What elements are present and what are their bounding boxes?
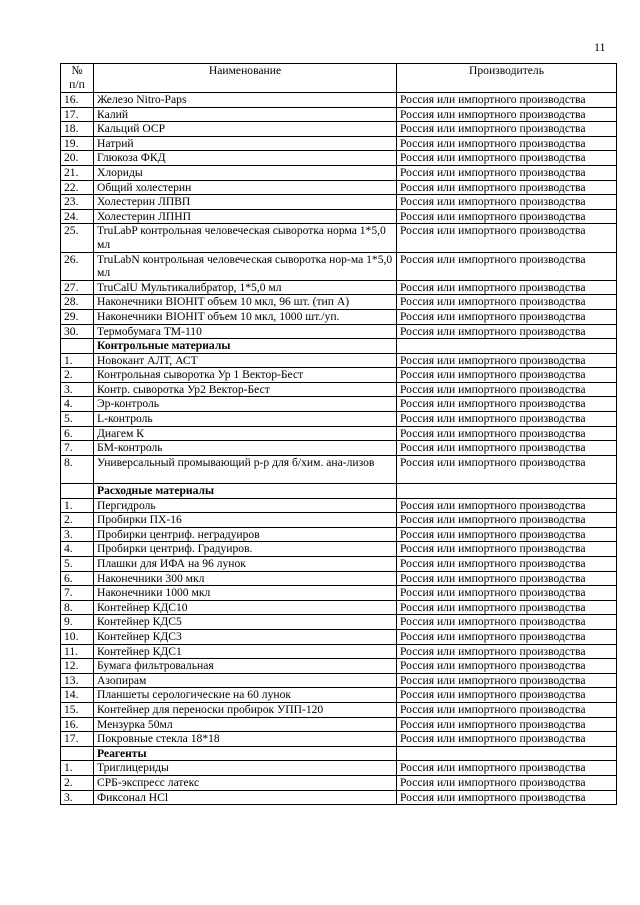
item-name-cell: Калий — [94, 107, 397, 122]
row-number-cell: 24. — [61, 209, 94, 224]
manufacturer-cell: Россия или импортного производства — [397, 542, 617, 557]
row-number-cell: 3. — [61, 790, 94, 805]
row-number-cell: 8. — [61, 455, 94, 483]
table-row — [61, 586, 617, 601]
manufacturer-cell: Россия или импортного производства — [397, 513, 617, 528]
table-row — [61, 353, 617, 368]
manufacturer-cell: Россия или импортного производства — [397, 426, 617, 441]
row-number-cell: 18. — [61, 122, 94, 137]
item-name-cell: Наконечники 1000 мкл — [94, 586, 397, 601]
row-number-cell: 7. — [61, 586, 94, 601]
item-name-cell: Мензурка 50мл — [94, 717, 397, 732]
row-number-cell — [61, 339, 94, 354]
manufacturer-cell: Россия или импортного производства — [397, 441, 617, 456]
item-name-cell: Пробирки центриф. неградуиров — [94, 527, 397, 542]
table-row — [61, 295, 617, 310]
row-number-cell: 1. — [61, 353, 94, 368]
table-row — [61, 107, 617, 122]
table-body — [61, 93, 617, 805]
manufacturer-cell: Россия или импортного производства — [397, 93, 617, 108]
manufacturer-cell: Россия или импортного производства — [397, 412, 617, 427]
manufacturer-cell: Россия или импортного производства — [397, 368, 617, 383]
table-header-row — [61, 64, 617, 93]
table-row — [61, 629, 617, 644]
manufacturer-cell: Россия или импортного производства — [397, 180, 617, 195]
item-name-cell: Диагем К — [94, 426, 397, 441]
item-name-cell: Контейнер КДС3 — [94, 629, 397, 644]
row-number-cell: 8. — [61, 600, 94, 615]
manufacturer-cell — [397, 746, 617, 761]
item-name-cell: Общий холестерин — [94, 180, 397, 195]
manufacturer-cell: Россия или импортного производства — [397, 209, 617, 224]
table-row — [61, 93, 617, 108]
item-name-cell: Холестерин ЛПНП — [94, 209, 397, 224]
table-row — [61, 195, 617, 210]
row-number-cell: 7. — [61, 441, 94, 456]
row-number-cell: 16. — [61, 93, 94, 108]
manufacturer-cell — [397, 484, 617, 499]
item-name-cell: БМ-контроль — [94, 441, 397, 456]
items-table — [60, 63, 617, 805]
item-name-cell: Наконечники 300 мкл — [94, 571, 397, 586]
row-number-cell: 1. — [61, 761, 94, 776]
item-name-cell: Контейнер КДС10 — [94, 600, 397, 615]
manufacturer-cell: Россия или импортного производства — [397, 527, 617, 542]
section-title-cell: Реагенты — [94, 746, 397, 761]
table-row — [61, 122, 617, 137]
table-row — [61, 615, 617, 630]
row-number-cell: 29. — [61, 309, 94, 324]
item-name-cell: Контейнер КДС1 — [94, 644, 397, 659]
section-title-cell: Расходные материалы — [94, 484, 397, 499]
item-name-cell: Азопирам — [94, 673, 397, 688]
manufacturer-cell: Россия или импортного производства — [397, 324, 617, 339]
item-name-cell: Новокант АЛТ, АСТ — [94, 353, 397, 368]
item-name-cell: Пробирки ПХ-16 — [94, 513, 397, 528]
manufacturer-cell: Россия или импортного производства — [397, 498, 617, 513]
manufacturer-cell: Россия или импортного производства — [397, 732, 617, 747]
item-name-cell: Контр. сыворотка Ур2 Вектор-Бест — [94, 382, 397, 397]
item-name-cell: TruCalU Мультикалибратор, 1*5,0 мл — [94, 280, 397, 295]
row-number-cell: 5. — [61, 412, 94, 427]
row-number-cell: 17. — [61, 107, 94, 122]
item-name-cell: Кальций ОСР — [94, 122, 397, 137]
row-number-cell: 4. — [61, 397, 94, 412]
item-name-cell: Триглицериды — [94, 761, 397, 776]
manufacturer-cell: Россия или импортного производства — [397, 557, 617, 572]
table-row — [61, 180, 617, 195]
item-name-cell: Бумага фильтровальная — [94, 659, 397, 674]
item-name-cell: Натрий — [94, 136, 397, 151]
table-row — [61, 775, 617, 790]
table-row — [61, 688, 617, 703]
column-header-number-line2: п/п — [69, 78, 85, 91]
manufacturer-cell: Россия или импортного производства — [397, 195, 617, 210]
manufacturer-cell: Россия или импортного производства — [397, 702, 617, 717]
row-number-cell: 5. — [61, 557, 94, 572]
item-name-cell: СРБ-экспресс латекс — [94, 775, 397, 790]
section-title-cell: Контрольные материалы — [94, 339, 397, 354]
column-header-manufacturer: Производитель — [397, 64, 617, 93]
row-number-cell: 12. — [61, 659, 94, 674]
row-number-cell: 3. — [61, 527, 94, 542]
table-row — [61, 412, 617, 427]
item-name-cell: TruLabN контрольная человеческая сыворотка нор-ма 1*5,0 мл — [94, 252, 397, 280]
item-name-cell: Наконечники BIOHIT объем 10 мкл, 96 шт. (тип А) — [94, 295, 397, 310]
manufacturer-cell: Россия или импортного производства — [397, 629, 617, 644]
table-row — [61, 557, 617, 572]
manufacturer-cell: Россия или импортного производства — [397, 673, 617, 688]
table-row — [61, 644, 617, 659]
table-row — [61, 397, 617, 412]
page-number: 11 — [594, 40, 606, 54]
manufacturer-cell: Россия или импортного производства — [397, 224, 617, 252]
manufacturer-cell: Россия или импортного производства — [397, 775, 617, 790]
column-header-name: Наименование — [94, 64, 397, 93]
row-number-cell: 2. — [61, 368, 94, 383]
item-name-cell: Контейнер для переноски пробирок УПП-120 — [94, 702, 397, 717]
manufacturer-cell: Россия или импортного производства — [397, 717, 617, 732]
row-number-cell: 30. — [61, 324, 94, 339]
item-name-cell: Универсальный промывающий р-р для б/хим. ана-лизов — [94, 455, 397, 483]
row-number-cell: 27. — [61, 280, 94, 295]
row-number-cell: 28. — [61, 295, 94, 310]
manufacturer-cell: Россия или импортного производства — [397, 600, 617, 615]
table-row — [61, 324, 617, 339]
table-row — [61, 382, 617, 397]
table-row — [61, 717, 617, 732]
item-name-cell: Холестерин ЛПВП — [94, 195, 397, 210]
table-row — [61, 455, 617, 483]
table-row — [61, 224, 617, 252]
row-number-cell: 2. — [61, 513, 94, 528]
row-number-cell: 19. — [61, 136, 94, 151]
manufacturer-cell: Россия или импортного производства — [397, 586, 617, 601]
section-header-row — [61, 339, 617, 354]
item-name-cell: Фиксонал HCl — [94, 790, 397, 805]
item-name-cell: Контейнер КДС5 — [94, 615, 397, 630]
table-row — [61, 426, 617, 441]
row-number-cell: 1. — [61, 498, 94, 513]
manufacturer-cell: Россия или импортного производства — [397, 122, 617, 137]
row-number-cell — [61, 484, 94, 499]
row-number-cell: 23. — [61, 195, 94, 210]
table-row — [61, 252, 617, 280]
row-number-cell: 16. — [61, 717, 94, 732]
table-row — [61, 790, 617, 805]
manufacturer-cell: Россия или импортного производства — [397, 136, 617, 151]
table-row — [61, 441, 617, 456]
manufacturer-cell: Россия или импортного производства — [397, 790, 617, 805]
item-name-cell: TruLabP контрольная человеческая сыворотка норма 1*5,0 мл — [94, 224, 397, 252]
manufacturer-cell: Россия или импортного производства — [397, 295, 617, 310]
row-number-cell: 11. — [61, 644, 94, 659]
table-row — [61, 368, 617, 383]
manufacturer-cell: Россия или импортного производства — [397, 688, 617, 703]
manufacturer-cell: Россия или импортного производства — [397, 644, 617, 659]
row-number-cell: 13. — [61, 673, 94, 688]
row-number-cell: 25. — [61, 224, 94, 252]
manufacturer-cell: Россия или импортного производства — [397, 382, 617, 397]
table-row — [61, 542, 617, 557]
table-row — [61, 571, 617, 586]
row-number-cell: 26. — [61, 252, 94, 280]
row-number-cell: 20. — [61, 151, 94, 166]
manufacturer-cell: Россия или импортного производства — [397, 280, 617, 295]
table-row — [61, 309, 617, 324]
section-header-row — [61, 484, 617, 499]
table-row — [61, 280, 617, 295]
item-name-cell: L-контроль — [94, 412, 397, 427]
table-row — [61, 732, 617, 747]
table-row — [61, 498, 617, 513]
row-number-cell: 6. — [61, 426, 94, 441]
item-name-cell: Планшеты серологические на 60 лунок — [94, 688, 397, 703]
table-row — [61, 527, 617, 542]
manufacturer-cell: Россия или импортного производства — [397, 615, 617, 630]
row-number-cell: 10. — [61, 629, 94, 644]
row-number-cell: 3. — [61, 382, 94, 397]
row-number-cell: 15. — [61, 702, 94, 717]
manufacturer-cell: Россия или импортного производства — [397, 353, 617, 368]
item-name-cell: Глюкоза ФКД — [94, 151, 397, 166]
manufacturer-cell: Россия или импортного производства — [397, 151, 617, 166]
row-number-cell: 6. — [61, 571, 94, 586]
manufacturer-cell: Россия или импортного производства — [397, 571, 617, 586]
item-name-cell: Пергидроль — [94, 498, 397, 513]
table-row — [61, 761, 617, 776]
column-header-number-line1: № — [71, 64, 83, 77]
table-row — [61, 136, 617, 151]
table-row — [61, 151, 617, 166]
table-row — [61, 165, 617, 180]
item-name-cell: Термобумага ТМ-110 — [94, 324, 397, 339]
item-name-cell: Покровные стекла 18*18 — [94, 732, 397, 747]
manufacturer-cell: Россия или импортного производства — [397, 659, 617, 674]
manufacturer-cell: Россия или импортного производства — [397, 761, 617, 776]
manufacturer-cell: Россия или импортного производства — [397, 309, 617, 324]
table-row — [61, 600, 617, 615]
row-number-cell — [61, 746, 94, 761]
item-name-cell: Хлориды — [94, 165, 397, 180]
section-header-row — [61, 746, 617, 761]
item-name-cell: Контрольная сыворотка Ур 1 Вектор-Бест — [94, 368, 397, 383]
item-name-cell: Наконечники BIOHIT объем 10 мкл, 1000 шт./уп. — [94, 309, 397, 324]
column-header-number — [61, 64, 94, 93]
manufacturer-cell: Россия или импортного производства — [397, 252, 617, 280]
manufacturer-cell — [397, 339, 617, 354]
row-number-cell: 2. — [61, 775, 94, 790]
table-row — [61, 702, 617, 717]
item-name-cell: Эр-контроль — [94, 397, 397, 412]
row-number-cell: 4. — [61, 542, 94, 557]
table-row — [61, 513, 617, 528]
row-number-cell: 9. — [61, 615, 94, 630]
row-number-cell: 21. — [61, 165, 94, 180]
item-name-cell: Пробирки центриф. Градуиров. — [94, 542, 397, 557]
row-number-cell: 14. — [61, 688, 94, 703]
item-name-cell: Плашки для ИФА на 96 лунок — [94, 557, 397, 572]
item-name-cell: Железо Nitro-Paps — [94, 93, 397, 108]
table-row — [61, 209, 617, 224]
manufacturer-cell: Россия или импортного производства — [397, 397, 617, 412]
table-row — [61, 659, 617, 674]
manufacturer-cell: Россия или импортного производства — [397, 165, 617, 180]
manufacturer-cell: Россия или импортного производства — [397, 455, 617, 483]
row-number-cell: 17. — [61, 732, 94, 747]
row-number-cell: 22. — [61, 180, 94, 195]
manufacturer-cell: Россия или импортного производства — [397, 107, 617, 122]
table-row — [61, 673, 617, 688]
